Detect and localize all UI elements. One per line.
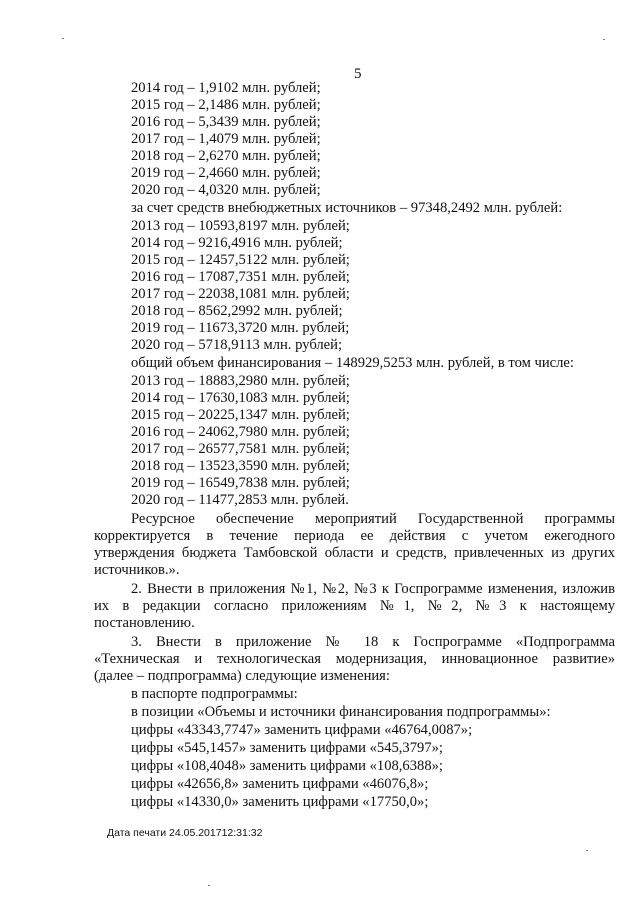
- paragraph-line: постановлению.: [94, 615, 195, 631]
- funding-line: 2016 год – 24062,7980 млн. рублей;: [131, 424, 350, 440]
- passport-line: цифры «545,1457» заменить цифрами «545,3797»;: [131, 740, 443, 756]
- paragraph-line: 2. Внести в приложения №1, №2, №3 к Госпрограмме изменения, изложив: [131, 581, 615, 597]
- funding-line: 2014 год – 9216,4916 млн. рублей;: [131, 235, 343, 251]
- passport-line: цифры «14330,0» заменить цифрами «17750,0»;: [131, 794, 429, 810]
- funding-line: 2013 год – 18883,2980 млн. рублей;: [131, 373, 350, 389]
- funding-line: 2019 год – 16549,7838 млн. рублей;: [131, 475, 350, 491]
- passport-line: в позиции «Объемы и источники финансирования подпрограммы»:: [131, 704, 551, 720]
- funding-line: 2014 год – 1,9102 млн. рублей;: [131, 80, 321, 96]
- funding-line: 2020 год – 5718,9113 млн. рублей;: [131, 337, 343, 353]
- scan-speck: [208, 885, 210, 886]
- funding-line: 2015 год – 20225,1347 млн. рублей;: [131, 407, 350, 423]
- funding-line: 2018 год – 13523,3590 млн. рублей;: [131, 458, 350, 474]
- offbudget-header: за счет средств внебюджетных источников – 97348,2492 млн. рублей:: [131, 200, 563, 216]
- passport-line: цифры «43343,7747» заменить цифрами «46764,0087»;: [131, 722, 473, 738]
- passport-line: цифры «42656,8» заменить цифрами «46076,8»;: [131, 776, 429, 792]
- funding-line: 2019 год – 2,4660 млн. рублей;: [131, 165, 321, 181]
- funding-line: 2015 год – 12457,5122 млн. рублей;: [131, 252, 350, 268]
- passport-line: цифры «108,4048» заменить цифрами «108,6388»;: [131, 758, 443, 774]
- paragraph-line: утверждения бюджета Тамбовской области и средств, привлеченных из других: [94, 545, 615, 561]
- funding-line: 2019 год – 11673,3720 млн. рублей;: [131, 320, 350, 336]
- funding-line: 2014 год – 17630,1083 млн. рублей;: [131, 390, 350, 406]
- total-header: общий объем финансирования – 148929,5253 млн. рублей, в том числе:: [131, 355, 574, 371]
- funding-line: 2018 год – 2,6270 млн. рублей;: [131, 148, 321, 164]
- paragraph-line: «Техническая и технологическая модернизация, инновационное развитие»: [94, 651, 615, 667]
- funding-line: 2013 год – 10593,8197 млн. рублей;: [131, 218, 350, 234]
- paragraph-line: их в редакции согласно приложениям №1, №2, №3 к настоящему: [94, 598, 615, 614]
- funding-line: 2016 год – 5,3439 млн. рублей;: [131, 114, 321, 130]
- scan-speck: [586, 850, 588, 851]
- passport-line: в паспорте подпрограммы:: [131, 686, 298, 702]
- funding-line: 2015 год – 2,1486 млн. рублей;: [131, 97, 321, 113]
- scan-speck: [603, 39, 605, 40]
- funding-line: 2017 год – 22038,1081 млн. рублей;: [131, 286, 350, 302]
- paragraph-line: (далее – подпрограмма) следующие изменения:: [94, 668, 390, 684]
- funding-line: 2020 год – 4,0320 млн. рублей;: [131, 182, 321, 198]
- scan-speck: [62, 38, 64, 39]
- funding-line: 2020 год – 11477,2853 млн. рублей.: [131, 492, 349, 508]
- paragraph-line: 3. Внести в приложение № 18 к Госпрограмме «Подпрограмма: [131, 634, 615, 650]
- page-number: 5: [354, 66, 362, 82]
- funding-line: 2018 год – 8562,2992 млн. рублей;: [131, 303, 343, 319]
- funding-line: 2017 год – 26577,7581 млн. рублей;: [131, 441, 350, 457]
- funding-line: 2017 год – 1,4079 млн. рублей;: [131, 131, 321, 147]
- paragraph-line: корректируется в течение периода ее действия с учетом ежегодного: [94, 528, 615, 544]
- print-date-footer: Дата печати 24.05.201712:31:32: [107, 827, 263, 839]
- paragraph-line: Ресурсное обеспечение мероприятий Государственной программы: [131, 511, 615, 527]
- funding-line: 2016 год – 17087,7351 млн. рублей;: [131, 269, 350, 285]
- paragraph-line: источников.».: [94, 562, 180, 578]
